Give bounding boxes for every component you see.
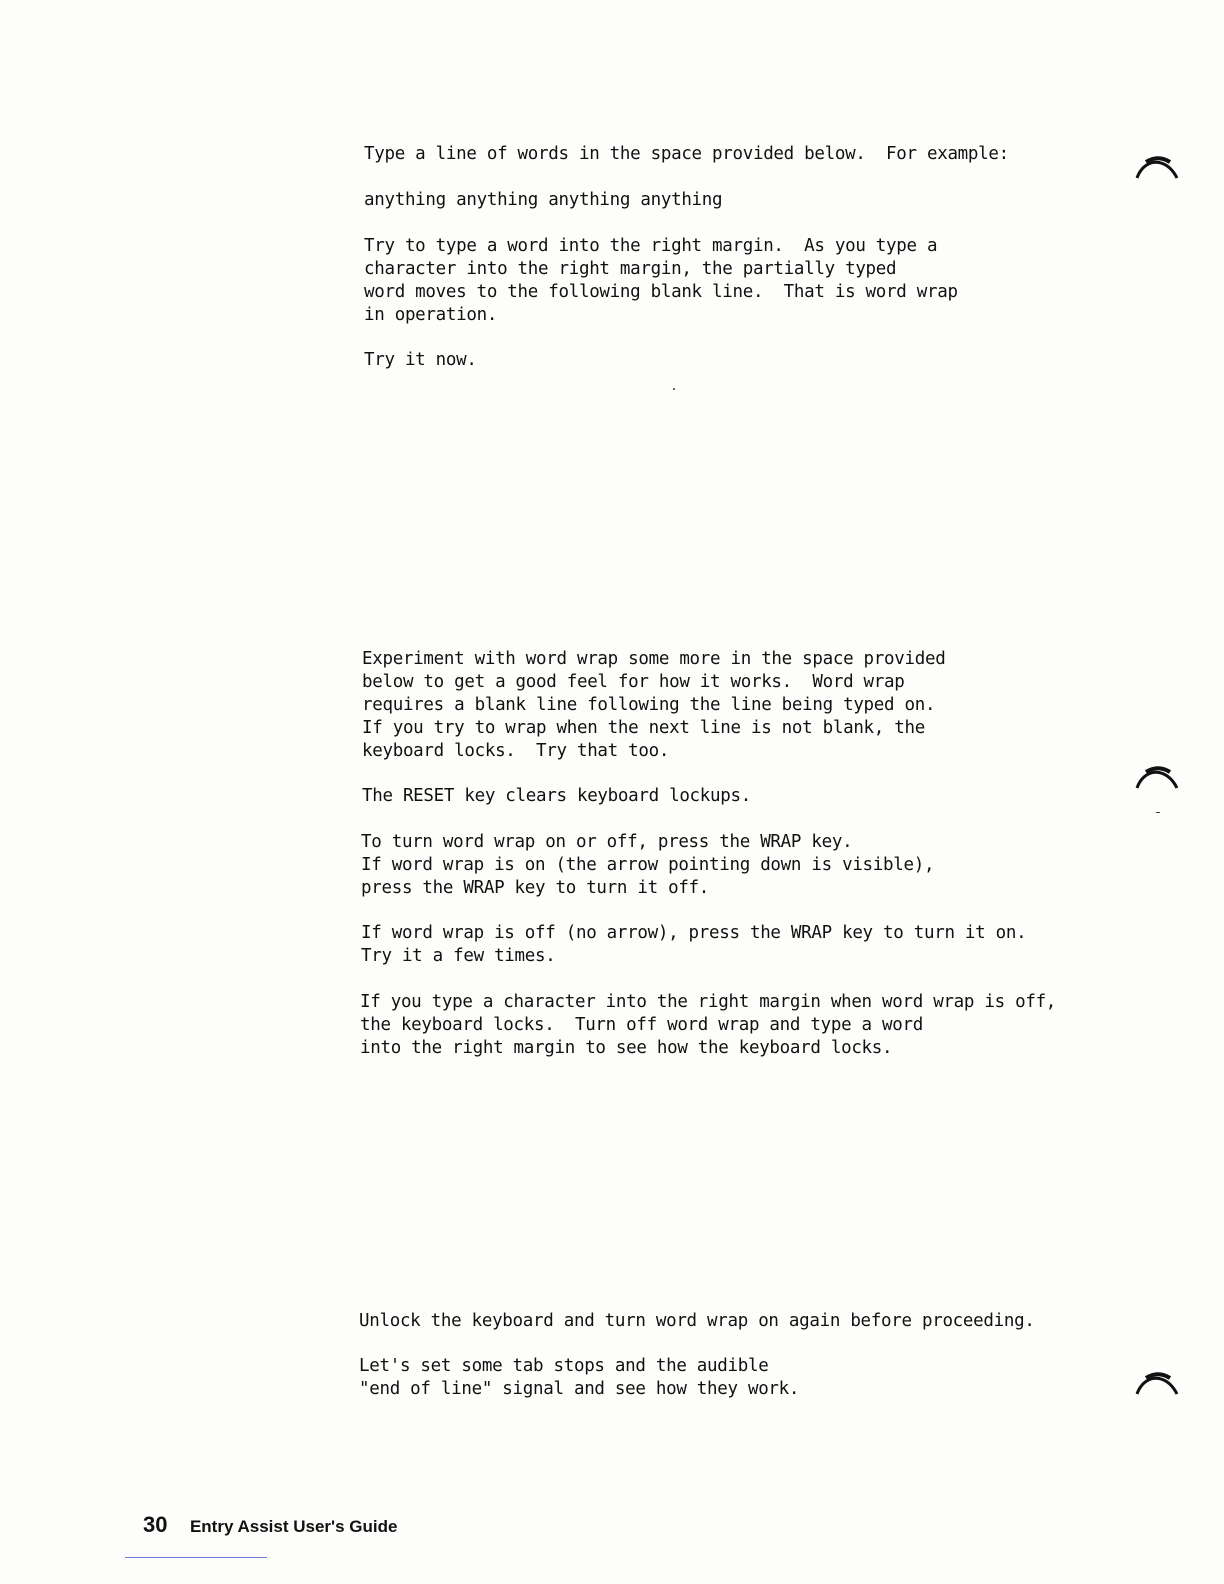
paragraph-tab-stops: [359, 1355, 799, 1401]
text-line: "end of line" signal and see how they work.: [359, 1379, 800, 1399]
binder-hole-icon: [1132, 1368, 1182, 1398]
text-line: If you type a character into the right margin when word wrap is off,: [360, 992, 1057, 1012]
text-line: Unlock the keyboard and turn word wrap on again before proceeding.: [359, 1311, 1035, 1331]
book-title: Entry Assist User's Guide: [189, 1517, 398, 1536]
paragraph-wrap-off: [361, 922, 1026, 968]
scan-speck: [673, 388, 675, 390]
paragraph-reset: [362, 785, 751, 808]
paragraph-margin-lock: [360, 991, 1056, 1060]
text-line: into the right margin to see how the keyboard locks.: [360, 1038, 893, 1058]
text-line: Type a line of words in the space provided below. For example:: [364, 144, 1009, 164]
page-footer: [143, 1512, 397, 1538]
text-line: anything anything anything anything: [364, 190, 723, 210]
text-line: If you try to wrap when the next line is not blank, the: [362, 718, 925, 738]
text-line: in operation.: [364, 305, 498, 325]
paragraph-experiment: [362, 648, 945, 763]
paragraph-wrap-key: [361, 831, 934, 900]
page-number: 30: [143, 1512, 168, 1537]
text-line: requires a blank line following the line being typed on.: [362, 695, 936, 715]
text-line: Try to type a word into the right margin. As you type a: [364, 236, 938, 256]
text-line: Try it now.: [364, 350, 477, 370]
text-line: keyboard locks. Try that too.: [362, 741, 670, 761]
scan-speck: [1156, 812, 1160, 813]
text-line: word moves to the following blank line. That is word wrap: [364, 282, 958, 302]
text-line: the keyboard locks. Turn off word wrap and type a word: [360, 1015, 923, 1035]
paragraph-unlock: [359, 1310, 1035, 1333]
text-line: The RESET key clears keyboard lockups.: [362, 786, 751, 806]
text-line: Experiment with word wrap some more in the space provided: [362, 649, 946, 669]
text-line: below to get a good feel for how it works. Word wrap: [362, 672, 905, 692]
text-line: If word wrap is on (the arrow pointing down is visible),: [361, 855, 935, 875]
paragraph-try-now: [364, 349, 477, 372]
binder-hole-icon: [1132, 152, 1182, 182]
paragraph-intro: [364, 143, 1009, 166]
text-line: character into the right margin, the partially typed: [364, 259, 897, 279]
paragraph-example: [364, 189, 722, 212]
text-line: Let's set some tab stops and the audible: [359, 1356, 769, 1376]
text-line: To turn word wrap on or off, press the WRAP key.: [361, 832, 853, 852]
footer-rule: [125, 1557, 267, 1558]
paragraph-word-wrap-explain: [364, 235, 958, 327]
text-line: Try it a few times.: [361, 946, 556, 966]
binder-hole-icon: [1132, 762, 1182, 792]
text-line: press the WRAP key to turn it off.: [361, 878, 710, 898]
text-line: If word wrap is off (no arrow), press the WRAP key to turn it on.: [361, 923, 1027, 943]
